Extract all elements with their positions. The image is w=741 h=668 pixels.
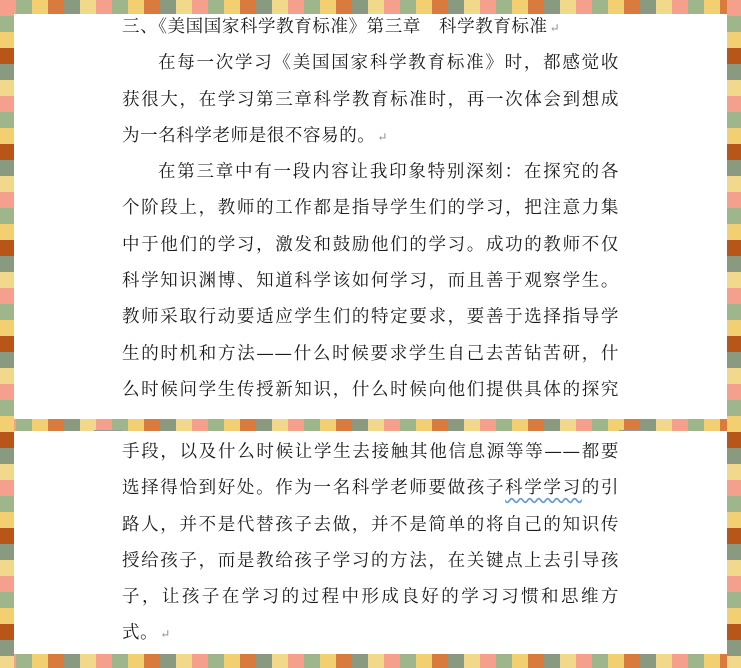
paragraph-mark: ↵ [377,129,389,144]
paragraph-1-line: 为一名科学老师是很不容易的。 ↵ [122,125,389,146]
paragraph-mark: ↵ [160,627,171,642]
paragraph-2-line: 授给孩子，而是教给孩子学习的方法，在关键点上去引导孩 [122,550,619,571]
spellcheck-underlined-text: 科学学习 [505,478,582,499]
paragraph-2-line: 式。 ↵ [122,623,171,644]
paragraph-2-line: 手段，以及什么时候让学生去接触其他信息源等等——都要 [122,442,619,462]
paragraph-2-line: 路人，并不是代替孩子去做，并不是简单的将自己的知识传 [122,514,619,535]
paragraph-2-line: 科学知识渊博、知道科学该如何学习，而且善于观察学生。 [122,271,619,292]
page-1-text [122,9,619,408]
page-border-left [0,0,14,668]
paragraph-1-line: 获很大，在学习第三章科学教育标准时，再一次体会到想成 [122,89,619,110]
paragraph-2-line: 生的时机和方法——什么时候要求学生自己去苦钻苦研，什 [122,343,619,364]
page-2-corner-mark-left [94,430,122,431]
paragraph-2-line: 在第三章中有一段内容让我印象特别深刻：在探究的各 [158,162,619,183]
paragraph-1-line: 在每一次学习《美国国家科学教育标准》时，都感觉收 [158,53,619,74]
paragraph-2-line: 子，让孩子在学习的过程中形成良好的学习习惯和思维方 [122,587,619,608]
page-2-text [122,434,619,652]
paragraph-2-line: 中于他们的学习，激发和鼓励他们的学习。成功的教师不仅 [122,234,619,255]
paragraph-mark: ↵ [549,21,561,35]
page-2-corner-mark-right [619,430,647,431]
section-heading: 三、《美国国家科学教育标准》第三章 科学教育标准 ↵ [122,17,561,37]
paragraph-2-line: 教师采取行动要适应学生们的特定要求，要善于选择指导学 [122,307,619,328]
paragraph-2-line: 选择得恰到好处。作为一名科学老师要做孩子科学学习的引 [122,478,619,499]
page-border-right [727,0,741,668]
paragraph-2-line: 个阶段上，教师的工作都是指导学生们的学习，把注意力集 [122,198,619,219]
paragraph-2-line: 么时候问学生传授新知识，什么时候向他们提供具体的探究 [122,379,619,400]
